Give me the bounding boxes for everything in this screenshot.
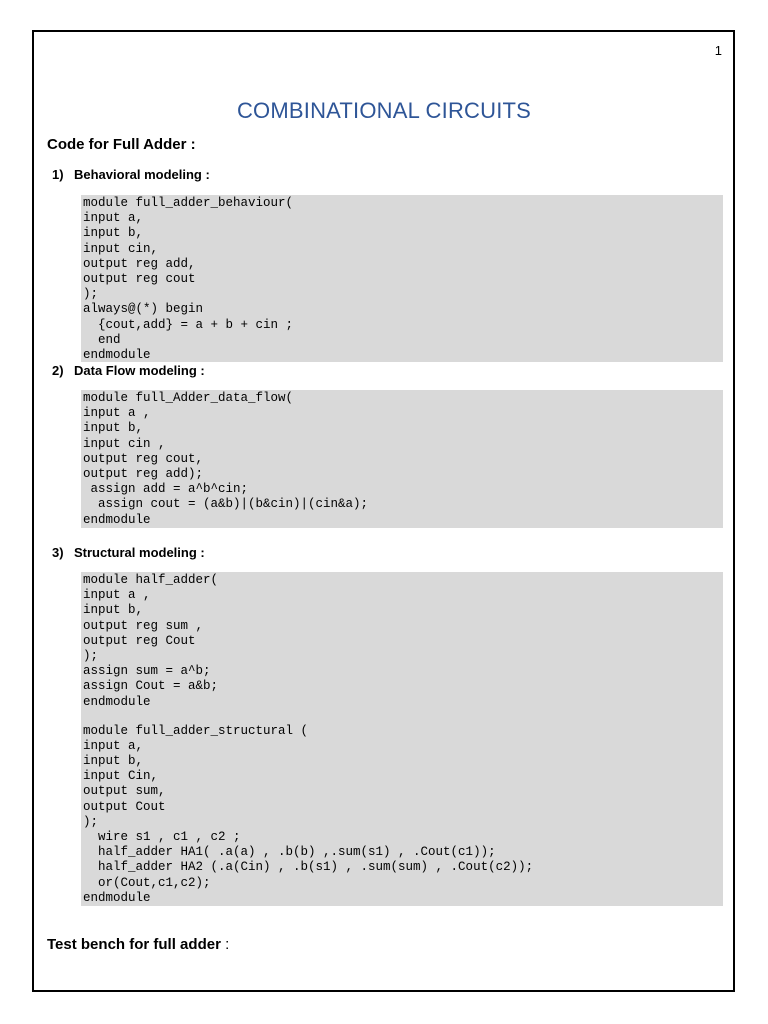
code-line: half_adder HA2 (.a(Cin) , .b(s1) , .sum(sum) , .Cout(c2)); (83, 860, 534, 875)
page-number: 1 (714, 43, 722, 58)
section-label: Data Flow modeling : (74, 363, 205, 378)
code-line: assign add = a^b^cin; (83, 482, 249, 497)
code-line: input a , (83, 588, 151, 603)
code-line: endmodule (83, 512, 151, 527)
code-line: input b, (83, 754, 144, 769)
code-line: output reg add); (83, 466, 204, 481)
code-line: ); (83, 287, 99, 302)
code-line: input b, (83, 603, 144, 618)
code-line: input Cin, (83, 769, 159, 784)
section-number: 3) (52, 545, 64, 560)
code-line: output reg sum , (83, 618, 204, 633)
section-heading-dataflow (52, 363, 205, 378)
code-line: ); (83, 648, 99, 663)
section-label: Structural modeling : (74, 545, 205, 560)
section-number: 2) (52, 363, 64, 378)
test-bench-heading (47, 936, 229, 953)
section-number: 1) (52, 167, 64, 182)
code-line: input b, (83, 421, 144, 436)
section-heading-structural (52, 545, 205, 560)
code-line: output reg add, (83, 256, 196, 271)
code-line: input cin , (83, 436, 166, 451)
code-line: input a, (83, 738, 144, 753)
page-title: COMBINATIONAL CIRCUITS (236, 98, 532, 123)
code-line: or(Cout,c1,c2); (83, 875, 211, 890)
code-line: module full_Adder_data_flow( (83, 391, 294, 405)
code-line: module full_adder_structural ( (83, 723, 309, 738)
code-line: endmodule (83, 890, 151, 905)
test-bench-heading-colon: : (220, 936, 230, 953)
code-line: module half_adder( (83, 573, 219, 587)
code-line: {cout,add} = a + b + cin ; (83, 317, 294, 332)
code-line: output Cout (83, 799, 166, 814)
code-line: module full_adder_behaviour( (83, 196, 294, 210)
code-line: wire s1 , c1 , c2 ; (83, 830, 241, 844)
code-line: output reg cout, (83, 451, 204, 466)
code-line: assign cout = (a&b)|(b&cin)|(cin&a); (83, 497, 369, 512)
section-label: Behavioral modeling : (74, 167, 210, 182)
code-line: end (83, 332, 121, 347)
code-line: output reg cout (83, 271, 196, 286)
code-line: input a , (83, 406, 151, 421)
section-heading-behavioral (52, 167, 210, 182)
code-line: half_adder HA1( .a(a) , .b(b) ,.sum(s1) , .Cout(c1)); (83, 845, 496, 860)
code-line: always@(*) begin (83, 302, 204, 317)
test-bench-heading-text: Test bench for full adder (47, 936, 221, 953)
code-line: assign sum = a^b; (83, 664, 211, 679)
code-line: output reg Cout (83, 633, 196, 648)
code-line: ); (83, 814, 99, 829)
code-line: endmodule (83, 694, 151, 709)
code-gap (83, 710, 723, 724)
code-line: input a, (83, 211, 144, 226)
full-adder-heading: Code for Full Adder : (47, 136, 196, 153)
code-block-behavioral (81, 195, 723, 362)
code-line: input b, (83, 226, 144, 241)
code-line: endmodule (83, 347, 151, 362)
code-block-structural (81, 572, 723, 906)
code-line: input cin, (83, 241, 159, 256)
code-line: assign Cout = a&b; (83, 679, 219, 694)
code-line: output sum, (83, 784, 166, 799)
code-block-dataflow (81, 390, 723, 528)
